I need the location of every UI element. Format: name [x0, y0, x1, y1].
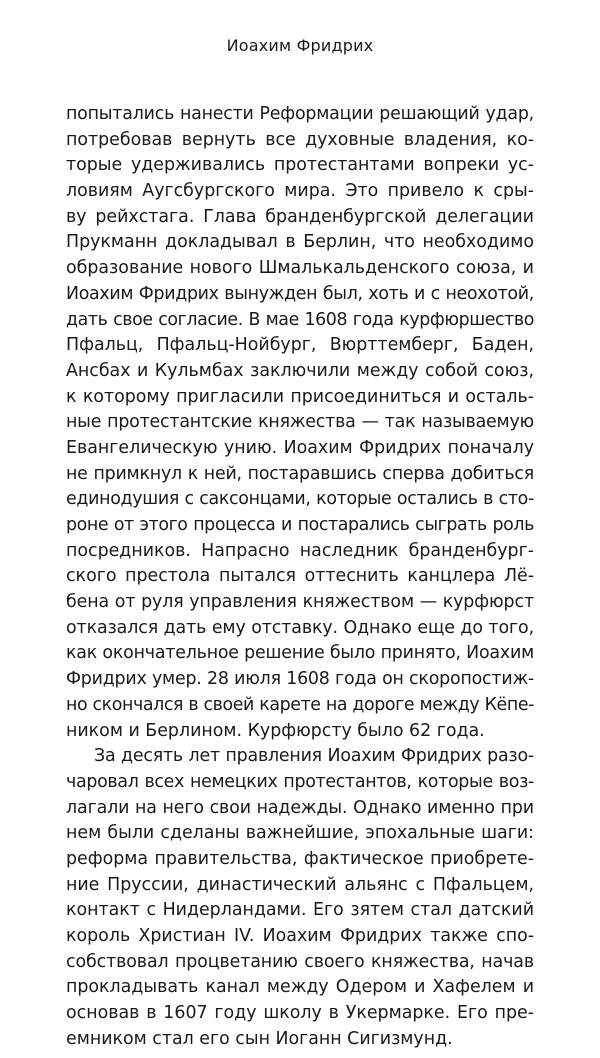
text-line: ником и Берлином. Курфюрсту было 62 года. — [66, 720, 485, 741]
text-line: ние Пруссии, династический альянс с Пфальцем, — [66, 874, 534, 895]
text-line: ные протестантские княжества — так называемую — [66, 412, 534, 433]
text-line: дать свое согласие. В мае 1608 года курфюршество — [66, 309, 534, 330]
text-line: Пфальц, Пфальц-Нойбург, Вюрттемберг, Баден, — [66, 335, 534, 356]
text-line: образование нового Шмалькальденского союза, и — [66, 258, 534, 279]
text-line: но скончался в своей карете на дороге между Кёпе- — [66, 694, 534, 715]
paragraph-1 — [66, 102, 534, 744]
text-line: лагали на него свои надежды. Однако именно при — [66, 797, 534, 818]
text-line: емником стал его сын Иоганн Сигизмунд. — [66, 1028, 453, 1049]
text-line: бена от руля управления княжеством — курфюрст — [66, 592, 534, 613]
text-line: реформа правительства, фактическое приобрете- — [66, 848, 534, 869]
text-line: чаровал всех немецких протестантов, которые воз- — [66, 771, 534, 792]
text-line: попытались нанести Реформации решающий удар, — [66, 104, 534, 124]
text-line: Евангелическую унию. Иоахим Фридрих поначалу — [66, 437, 534, 458]
text-line: торые удерживались протестантами вопреки ус- — [66, 155, 534, 176]
text-line: не примкнул к ней, постаравшись сперва добиться — [66, 463, 534, 484]
text-line: Прукманн докладывал в Берлин, что необходимо — [66, 232, 534, 253]
body-text — [66, 102, 534, 1052]
text-line: Иоахим Фридрих вынужден был, хоть и с неохотой, — [66, 283, 534, 304]
text-line: основав в 1607 году школу в Укермарке. Его пре- — [66, 1003, 534, 1024]
paragraph-2 — [66, 744, 534, 1052]
text-line: роне от этого процесса и постарались сыграть роль — [66, 515, 534, 535]
text-line: собствовал процветанию своего княжества, начав — [66, 951, 534, 972]
text-line: к которому пригласили присоединиться и осталь- — [66, 386, 534, 407]
text-line: король Христиан IV. Иоахим Фридрих также спо- — [66, 926, 534, 946]
text-line: Ансбах и Кульмбах заключили между собой союз, — [66, 360, 534, 381]
text-line: потребовав вернуть все духовные владения, ко- — [66, 129, 534, 150]
text-line: отказался дать ему отставку. Однако еще до того, — [66, 617, 534, 638]
text-line: единодушия с саксонцами, которые остались в сто- — [66, 489, 534, 510]
text-line: ловиям Аугсбургского мира. Это привело к сры- — [66, 181, 534, 202]
text-line: нем были сделаны важнейшие, эпохальные шаги: — [66, 823, 534, 844]
text-line: Фридрих умер. 28 июля 1608 года он скоропостиж- — [66, 669, 534, 690]
text-line: ву рейхстага. Глава бранденбургской делегации — [66, 206, 534, 227]
running-head-title: Иоахим Фридрих — [226, 36, 374, 55]
text-line: как окончательное решение было принято, Иоахим — [66, 643, 534, 664]
text-line: прокладывать канал между Одером и Хафелем и — [66, 977, 534, 998]
text-line: посредников. Напрасно наследник бранденбург- — [66, 540, 534, 561]
text-line: ского престола пытался оттеснить канцлера Лё- — [66, 566, 534, 587]
text-line: За десять лет правления Иоахим Фридрих разо- — [94, 746, 534, 767]
text-line: контакт с Нидерландами. Его зятем стал датский — [66, 900, 534, 921]
